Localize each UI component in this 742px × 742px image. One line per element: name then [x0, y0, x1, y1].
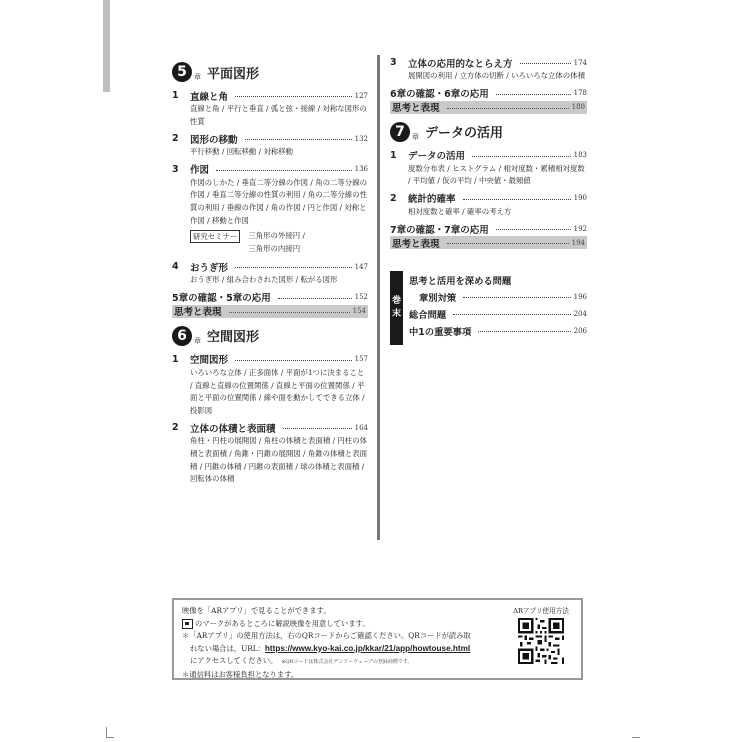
page-number: 132: [354, 134, 368, 143]
crop-mark-right: [632, 737, 640, 738]
ar-app-info-box: 映像を「ARアプリ」で見ることができます。 のマークがあるところに解説映像を用意しています。 ＊「ARアプリ」の使用方法は，右のQRコードからご確認ください。QRコードが読み取 れない場合は，URL：https://www.kyo-kai.co.jp/kkar/21/app/howtouse.html にアクセスしてください。 ※QRコードは株式会社デンソーウェーブの登録商標です。 ＊通信料はお客様負担となります。 ARアプリ使用方法: [172, 598, 583, 680]
qr-code-block: [507, 605, 575, 666]
leader-dots: [245, 139, 352, 140]
leader-dots: [520, 63, 571, 64]
page-number: 136: [354, 165, 368, 174]
section-topics: 展開図の利用 / 立方体の切断 / いろいろな立体の体積: [408, 71, 585, 80]
leader-dots: [235, 96, 352, 97]
chapter-review-entry[interactable]: 6章の確認・6章の応用 178: [390, 89, 587, 101]
section-topics: おうぎ形 / 組み合わされた図形 / 転がる図形: [190, 275, 338, 285]
leader-dots: [496, 94, 571, 95]
appendix-item[interactable]: 思考と活用を深める問題: [409, 275, 512, 287]
toc-right-column: [390, 55, 587, 345]
page-number: 147: [354, 262, 368, 271]
leader-dots: [229, 312, 350, 313]
ar-marker-icon: [182, 619, 193, 629]
leader-dots: [447, 108, 569, 109]
toc-entry[interactable]: 3 立体の応用的なとらえ方 174: [390, 57, 587, 70]
chapter-review-entry[interactable]: 7章の確認・7章の応用 192: [390, 224, 587, 236]
toc-left-column: [172, 62, 368, 489]
binding-spine-strip: [103, 0, 110, 92]
section-topics: 平行移動 / 回転移動 / 対称移動: [190, 147, 294, 157]
leader-dots: [472, 156, 571, 157]
section-topics: 作図のしかた / 垂直二等分線の作図 / 角の二等分線の作図 / 垂直二等分線の性質の利用 / 角の二等分線の性質の利用 / 垂線の作図 / 角の作図 / 円と作図 / 対称と作図 / 移動と作図: [190, 177, 367, 225]
leader-dots: [478, 331, 570, 332]
section-topics: 角柱・円柱の展開図 / 角柱の体積と表面積 / 円柱の体積と表面積 / 角錐・円錐の展開図 / 角錐の体積と表面積 / 円錐の体積 / 円錐の表面積 / 球の体積と表面積 / 回転体の体積: [190, 436, 367, 484]
appendix-item[interactable]: 章別対策 196: [419, 292, 587, 304]
chapter-6-heading: 6 章 空間図形: [172, 326, 368, 346]
appendix-list: [409, 271, 587, 345]
section-topics: 直線と角 / 平行と垂直 / 弧と弦・接線 / 対称な図形の性質: [190, 104, 367, 126]
toc-entry[interactable]: 3 作図 136: [172, 163, 368, 177]
chapter-number-badge: 5: [172, 62, 192, 82]
thinking-expression-band[interactable]: 思考と表現 154: [172, 305, 368, 318]
leader-dots: [447, 243, 569, 244]
research-seminar: 研究セミナー 三角形の外接円 / 三角形の内接円: [172, 230, 368, 255]
chapter-number-badge: 6: [172, 326, 192, 346]
leader-dots: [496, 229, 571, 230]
section-topics: 相対度数と確率 / 確率の考え方: [408, 206, 512, 216]
qr-code[interactable]: [518, 618, 564, 664]
toc-entry[interactable]: 1 データの活用 183: [390, 149, 587, 163]
leader-dots: [216, 170, 352, 171]
leader-dots: [278, 298, 352, 299]
leader-dots: [463, 199, 571, 200]
page-number: 127: [354, 91, 368, 100]
chapter-title: 空間図形: [207, 330, 260, 346]
leader-dots: [235, 360, 352, 361]
section-topics: いろいろな立体 / 正多面体 / 平面が1つに決まること / 直線と直線の位置関係 / 直線と平面の位置関係 / 平面と平面の位置関係 / 線や面を動かしてできる立体 / 投影図: [190, 367, 365, 415]
page-number: 190: [573, 194, 587, 203]
page-number: 174: [573, 58, 587, 67]
chapter-title: データの活用: [425, 126, 504, 142]
chapter-5-heading: 5 章 平面図形: [172, 62, 368, 82]
chapter-7-heading: 7 章 データの活用: [390, 122, 587, 142]
toc-entry[interactable]: 1 直線と角 127: [172, 90, 368, 103]
toc-entry[interactable]: 4 おうぎ形 147: [172, 261, 368, 274]
page-number: 164: [354, 423, 368, 432]
leader-dots: [235, 267, 352, 268]
leader-dots: [283, 428, 352, 429]
appendix-item[interactable]: 総合問題 204: [409, 309, 587, 321]
crop-mark-left: [106, 727, 107, 737]
appendix-label: 巻 末: [390, 271, 403, 345]
leader-dots: [453, 314, 570, 315]
research-seminar-label: 研究セミナー: [190, 230, 240, 243]
chapter-title: 平面図形: [207, 66, 260, 82]
chapter-review-entry[interactable]: 5章の確認・5章の応用 152: [172, 293, 368, 305]
column-divider: [377, 55, 380, 540]
crop-mark-left-h: [106, 737, 114, 738]
toc-entry[interactable]: 1 空間図形 157: [172, 353, 368, 367]
qr-trademark-note: ※QRコードは株式会社デンソーウェーブの登録商標です。: [281, 659, 413, 665]
page-number: 183: [573, 151, 587, 160]
thinking-expression-band[interactable]: 思考と表現 194: [390, 236, 587, 249]
toc-entry[interactable]: 2 図形の移動 132: [172, 133, 368, 146]
appendix-item[interactable]: 中1の重要事項 206: [409, 326, 587, 338]
appendix-section: [390, 271, 587, 345]
section-topics: 度数分布表 / ヒストグラム / 相対度数・累積相対度数 / 平均値 / 仮の平均 / 中央値・最頻値: [408, 163, 585, 186]
toc-entry[interactable]: 2 統計的確率 190: [390, 192, 587, 206]
page-number: 157: [354, 355, 368, 364]
howto-url-link[interactable]: https://www.kyo-kai.co.jp/kkar/21/app/howtouse.html: [264, 643, 471, 653]
chapter-number-badge: 7: [390, 122, 410, 142]
qr-title: ARアプリ使用方法: [513, 607, 569, 615]
leader-dots: [463, 297, 570, 298]
toc-entry[interactable]: 2 立体の体積と表面積 164: [172, 422, 368, 435]
thinking-expression-band[interactable]: 思考と表現 180: [390, 101, 587, 114]
